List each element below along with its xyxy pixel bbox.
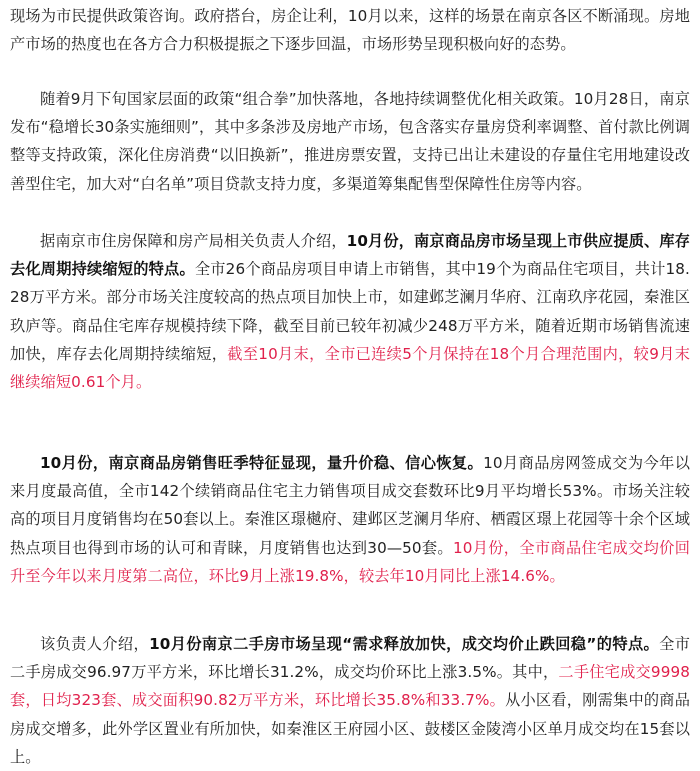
paragraph-5-lead: 该负责人介绍， [40,635,150,653]
paragraph-4-body: 10月商品房网签成交为今年以来月度最高值，全市142个续销商品住宅主力销售项目成交套数环比9月平均增长53%。市场关注较高的项目月度销售均在50套以上。秦淮区璟樾府、建邺区芝澜月华府、栖霞区璟上花园等十余个区域热点项目也得到市场的认可和青睐，月度销售也达到30—50套。 [10,454,690,557]
paragraph-3-lead: 据南京市住房保障和房产局相关负责人介绍， [40,232,347,250]
paragraph-3-body: 全市26个商品房项目申请上市销售，其中19个为商品住宅项目，共计18.28万平方米。部分市场关注度较高的热点项目加快上市，如建邺芝澜月华府、江南玖序花园，秦淮区玖庐等。商品住宅库存规模持续下降，截至目前已较年初减少248万平方米，随着近期市场销售流速加快，库存去化周期持续缩短， [10,260,690,363]
paragraph-1-text: 现场为市民提供政策咨询。政府搭台，房企让利，10月以来，这样的场景在南京各区不断涌现。房地产市场的热度也在各方合力积极提振之下逐步回温，市场形势呈现积极向好的态势。 [10,7,690,54]
paragraph-4-red-highlight: 10月份，全市商品住宅成交均价回升至今年以来月度第二高位，环比9月上涨19.8%，较去年10月同比上涨14.6%。 [10,538,690,585]
paragraph-5 [10,630,690,771]
paragraph-2-text: 随着9月下旬国家层面的政策“组合拳”加快落地，各地持续调整优化相关政策。10月28日，南京发布“稳增长30条实施细则”，其中多条涉及房地产市场，包含落实存量房贷利率调整、首付款比例调整等支持政策，深化住房消费“以旧换新”，推进房票安置，支持已出让未建设的存量住宅用地建设改善型住宅，加大对“白名单”项目贷款支持力度，多渠道筹集配售型保障性住房等内容。 [10,90,690,193]
paragraph-3-bold-highlight: 10月份，南京商品房市场呈现上市供应提质、库存去化周期持续缩短的特点。 [10,232,691,279]
paragraph-5-bold-highlight: 10月份南京二手房市场呈现“需求释放加快，成交均价止跌回稳”的特点。 [149,635,660,653]
paragraph-5-body: 全市二手房成交96.97万平方米，环比增长31.2%，成交均价环比上涨3.5%。其中， [10,635,691,682]
paragraph-5-red-highlight: 二手住宅成交9998套，日均323套、成交面积90.82万平方米，环比增长35.8%和33.7%。 [10,663,690,710]
paragraph-2 [10,85,690,198]
paragraph-3-red-highlight: 截至10月末，全市已连续5个月保持在18个月合理范围内，较9月末继续缩短0.61个月。 [10,344,690,392]
paragraph-3 [10,227,690,396]
paragraph-4 [10,449,690,590]
paragraph-1 [10,2,690,58]
paragraph-5-tail: 从小区看，刚需集中的商品房成交增多，此外学区置业有所加快，如秦淮区王府园小区、鼓楼区金陵湾小区单月成交均在15套以上。 [10,691,690,766]
paragraph-4-bold-highlight: 10月份，南京商品房销售旺季特征显现，量升价稳、信心恢复。 [40,454,484,472]
